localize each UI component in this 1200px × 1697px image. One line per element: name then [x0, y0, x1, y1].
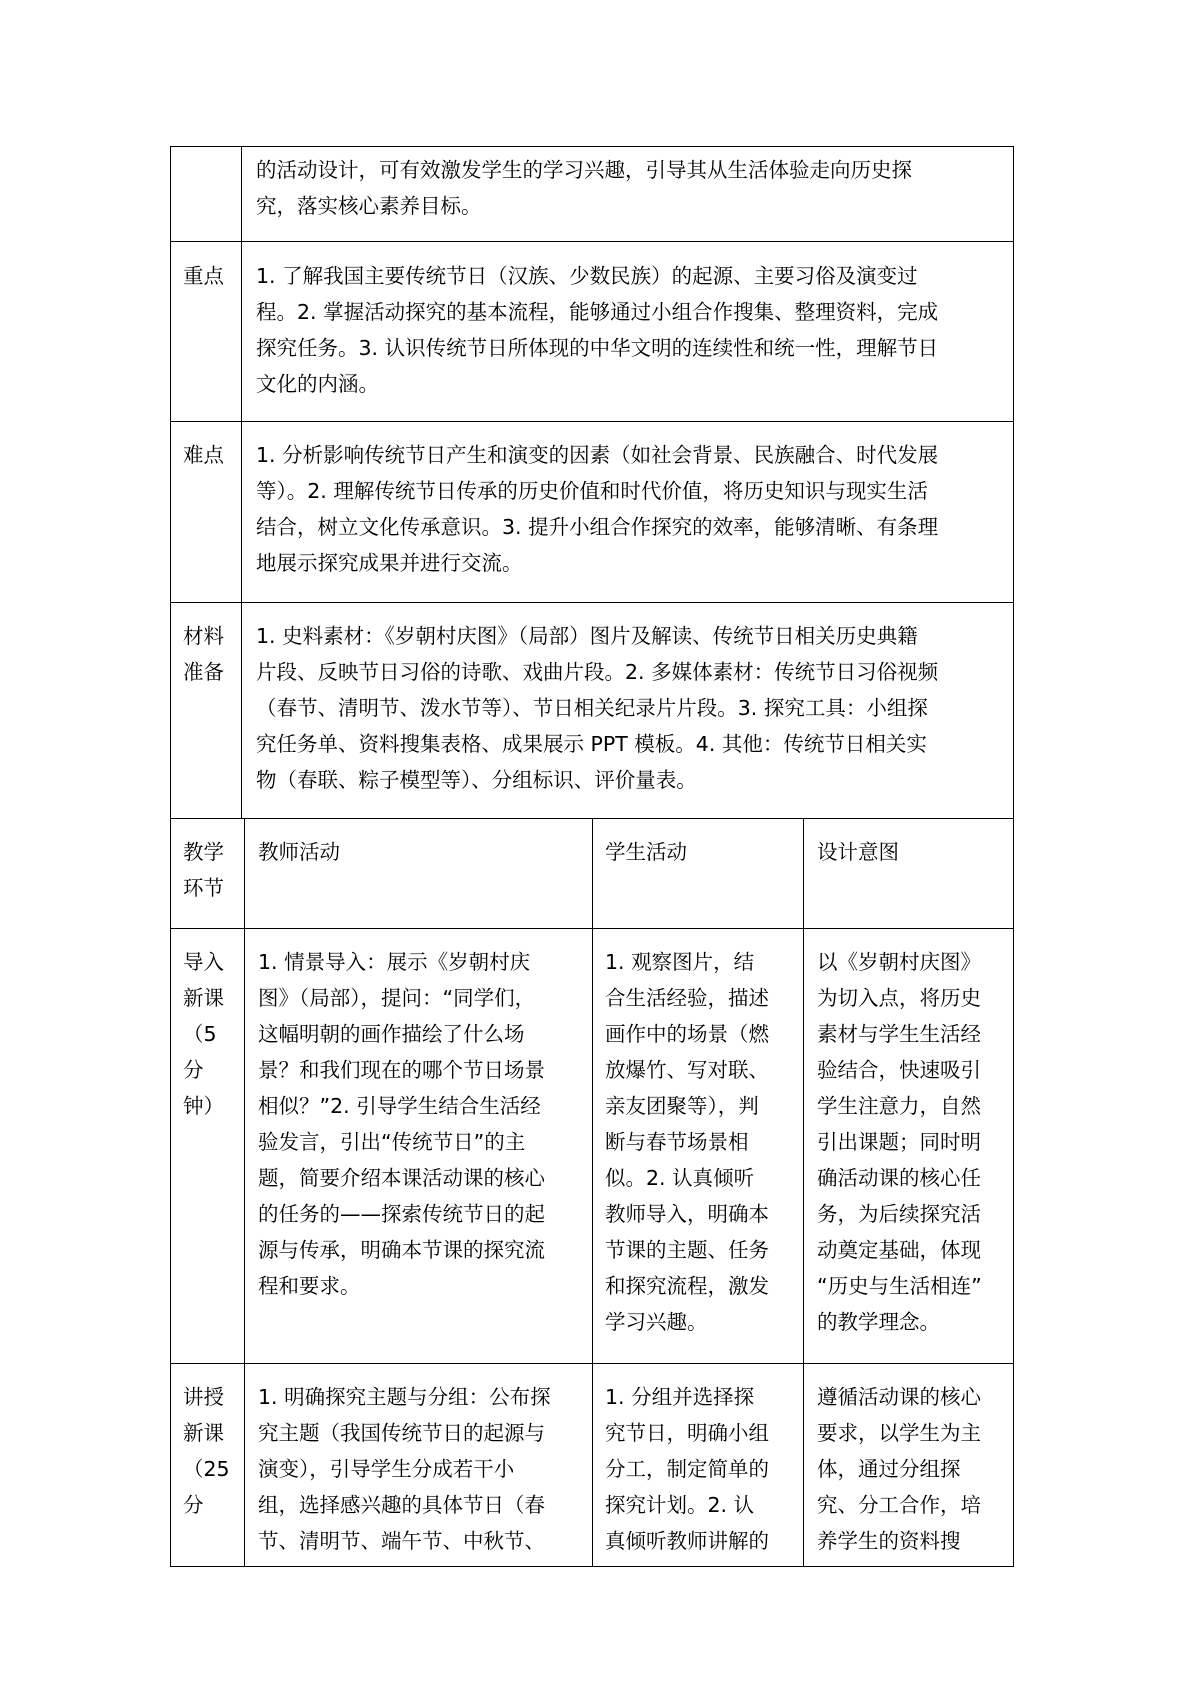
header-teacher-activity: 教师活动 — [258, 840, 340, 864]
intro-continuation-text: 的活动设计，可有效激发学生的学习兴趣，引导其从生活体验走向历史探 究，落实核心素养目标。 — [256, 158, 912, 218]
table-border — [803, 818, 804, 1567]
table-border — [1013, 146, 1014, 1567]
key-points-label: 重点 — [183, 264, 224, 288]
table-border — [592, 818, 593, 1567]
intro-stage: 导入 新课 （5 分 钟） — [183, 950, 224, 1118]
table-border — [170, 146, 171, 1567]
intro-design-intent: 以《岁朝村庆图》 为切入点，将历史 素材与学生生活经 验结合，快速吸引 学生注意力，自然 引出课题；同时明 确活动课的核心任 务，为后续探究活 动奠定基础，体现 “历史与生活相连” 的教学理念。 — [817, 950, 982, 1334]
intro-student-activity: 1. 观察图片，结 合生活经验，描述 画作中的场景（燃 放爆竹、写对联、 亲友团聚等），判 断与春节场景相 似。2. 认真倾听 教师导入，明确本 节课的主题、任务 和探究流程，激发 学习兴趣。 — [605, 950, 769, 1334]
table-border — [170, 146, 1013, 147]
intro-teacher-activity: 1. 情景导入：展示《岁朝村庆 图》（局部），提问：“同学们， 这幅明朝的画作描绘了什么场 景？和我们现在的哪个节日场景 相似？”2. 引导学生结合生活经 验发言，引出“传统节日”的主 题，简要介绍本课活动课的核心 的任务的——探索传统节日的起 源与传承，明确本节课的探究流 程和要求。 — [258, 950, 545, 1298]
materials-label: 材料 准备 — [183, 624, 224, 684]
new-lesson-teacher-activity: 1. 明确探究主题与分组：公布探 究主题（我国传统节日的起源与 演变），引导学生分成若干小 组，选择感兴趣的具体节日（春 节、清明节、端午节、中秋节、 — [258, 1385, 551, 1553]
table-border — [170, 602, 1013, 603]
table-border — [170, 421, 1013, 422]
table-border — [241, 146, 242, 818]
key-points-text: 1. 了解我国主要传统节日（汉族、少数民族）的起源、主要习俗及演变过 程。2. 掌握活动探究的基本流程，能够通过小组合作搜集、整理资料，完成 探究任务。3. 认识传统节日所体现的中华文明的连续性和统一性，理解节日 文化的内涵。 — [256, 264, 939, 396]
header-stage: 教学 环节 — [183, 840, 224, 900]
table-border — [244, 818, 245, 1567]
materials-text: 1. 史料素材：《岁朝村庆图》（局部）图片及解读、传统节日相关历史典籍 片段、反映节日习俗的诗歌、戏曲片段。2. 多媒体素材：传统节日习俗视频 （春节、清明节、泼水节等）、节日相关纪录片片段。3. 探究工具：小组探 究任务单、资料搜集表格、成果展示 PPT 模板。4. 其他：传统节日相关实 物（春联、粽子模型等）、分组标识、评价量表。 — [256, 624, 939, 792]
new-lesson-stage: 讲授 新课 （25 分 — [183, 1385, 230, 1517]
new-lesson-design-intent: 遵循活动课的核心 要求，以学生为主 体，通过分组探 究、分工合作，培 养学生的资料搜 — [817, 1385, 981, 1553]
header-design-intent: 设计意图 — [817, 840, 899, 864]
difficult-points-label: 难点 — [183, 443, 224, 467]
header-student-activity: 学生活动 — [605, 840, 687, 864]
new-lesson-student-activity: 1. 分组并选择探 究节日，明确小组 分工，制定简单的 探究计划。2. 认 真倾听教师讲解的 — [605, 1385, 769, 1553]
table-border — [170, 241, 1013, 242]
difficult-points-text: 1. 分析影响传统节日产生和演变的因素（如社会背景、民族融合、时代发展 等）。2. 理解传统节日传承的历史价值和时代价值，将历史知识与现实生活 结合，树立文化传承意识。3. 提升小组合作探究的效率，能够清晰、有条理 地展示探究成果并进行交流。 — [256, 443, 939, 575]
